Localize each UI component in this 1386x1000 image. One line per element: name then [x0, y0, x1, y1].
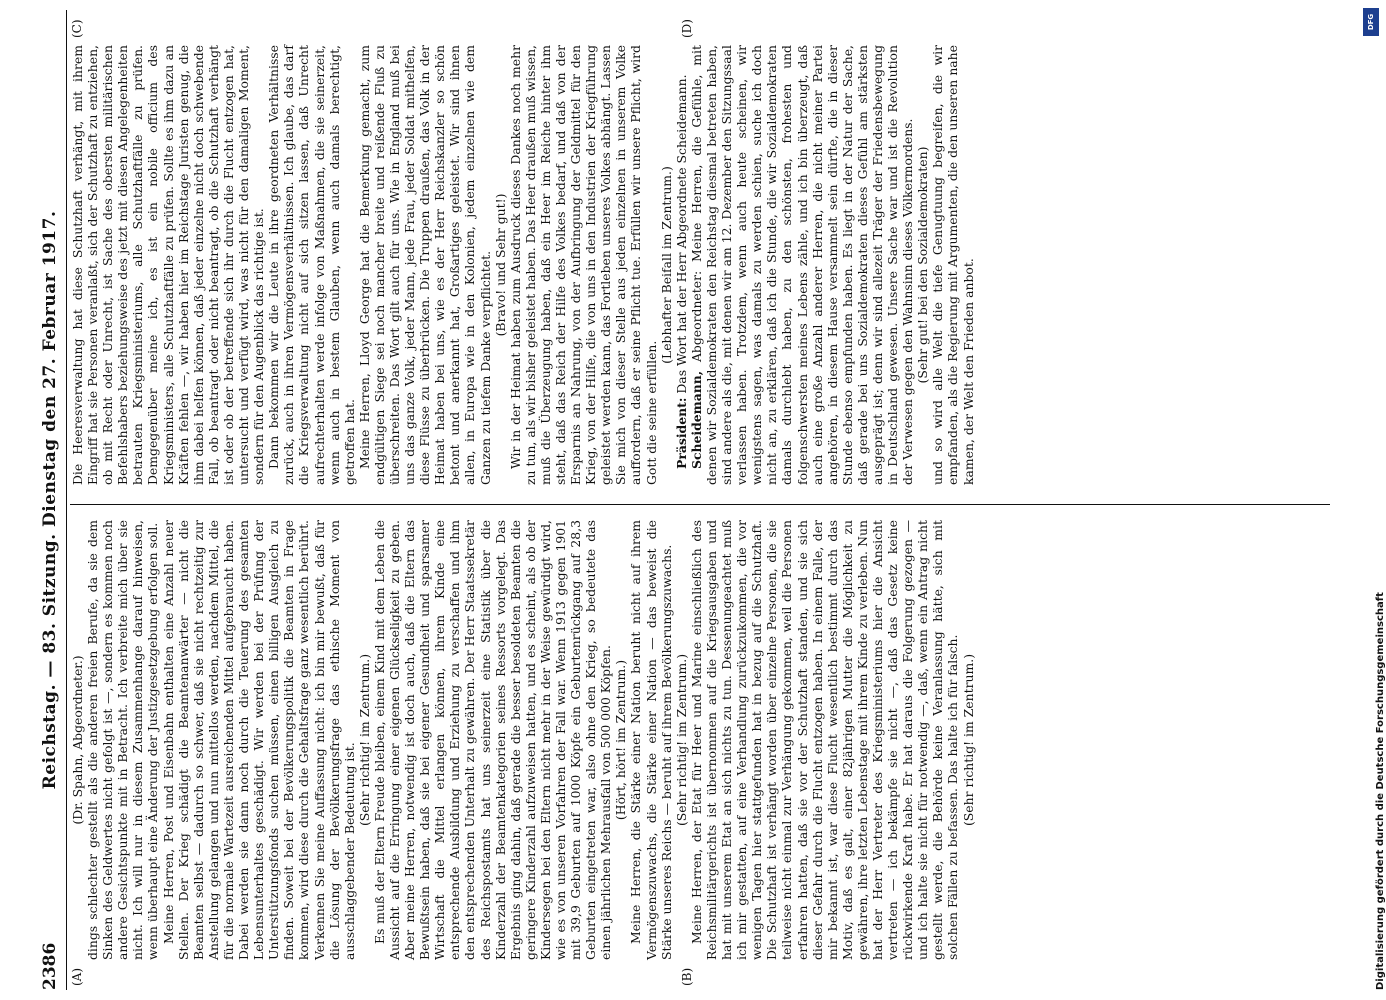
margin-marker-a: (A) — [70, 967, 84, 986]
paragraph: dings schlechter gestellt als die anderen freien Berufe, da sie dem Sinken des Geldwertes nicht gefolgt ist —, sondern es kommen noch andere Gesichtspunkte mit in Betracht. Ich verbreite mich über sie nicht. Ich will nur in diesem Zusammenhange darauf hinweisen, wenn überhaupt eine Änderung der Justizgesetzgebung erfolgen soll. — [85, 520, 161, 960]
left-column — [70, 520, 976, 960]
paragraph: Meine Herren, Lloyd George hat die Bemerkung gemacht, zum endgültigen Siege sei noch mancher breite und reißende Fluß zu überschreiten. Das Wort gilt auch für uns. Wie in England muß bei uns das ganze Volk, jeder Mann, jede Frau, jeder Soldat mithelfen, diese Flüsse zu überbrücken. Die Truppen draußen, das Volk in der Heimat haben bei uns, wie es der Herr Reichskanzler so schön betont und anerkannt hat, Großartiges geleistet. Wir sind ihnen allen, in Europa wie in den Kolonien, jedem einzelnen wie dem Ganzen zu tiefem Danke verpflichtet. — [356, 45, 493, 485]
interjection: (Hört, hört! im Zentrum.) — [613, 659, 629, 821]
president-label: Präsident: — [673, 397, 689, 469]
interjection: (Sehr richtig! im Zentrum.) — [673, 653, 689, 827]
interjection: (Sehr gut! bei den Sozialdemokraten) — [915, 146, 931, 384]
paragraph: und so wird alle Welt die tiefe Genugtuung begreifen, die wir empfanden, als die Regierung mit Argumenten, die den unseren nahe kamen, der Welt den Frieden anbot. — [930, 45, 976, 485]
president-statement — [674, 45, 689, 485]
speaker-reference: (Dr. Spahn, Abgeordneter.) — [70, 655, 85, 825]
president-text: Das Wort hat der Herr Abgeordnete Scheidemann. — [673, 74, 689, 394]
speaker-intro — [689, 45, 915, 485]
logo-text: DFG — [1367, 13, 1375, 31]
paragraph: Dann bekommen wir die Leute in ihre geordneten Verhältnisse zurück, auch in ihren Vermögensverhältnissen. Ich glaube, das darf die Kriegsverwaltung nicht auf sich sitzen lassen, daß Unrecht aufrechterhalten werde infolge von Maßnahmen, die sie seinerzeit, wenn auch in bestem Glauben, wenn auch damals berechtigt, getroffen hat. — [266, 45, 357, 485]
margin-marker-d: (D) — [680, 19, 694, 38]
digitization-credit — [1359, 10, 1386, 990]
paragraph: Die Heeresverwaltung hat diese Schutzhaft verhängt, mit ihrem Eingriff hat sie Personen veranlaßt, sich der Schutzhaft zu entziehen, ob mit Recht oder Unrecht, ist Sache des obersten militärischen Befehlshabers beziehungsweise des jetzt mit diesen Angelegenheiten betrauten Kriegsministeriums, alle Schutzhaftfälle zu prüfen. Demgegenüber meine ich, es ist ein nobile officium des Kriegsministers, alle Schutzhaftfälle zu prüfen. Sollte es ihm dazu an Kräften fehlen —, wir haben hier im Reichstage Juristen genug, die ihm dabei helfen können, daß jeder einzelne nicht doch schwebende Fall, ob beantragt oder nicht beantragt, ob die Schutzhaft verhängt ist oder ob der betreffende sich ihr durch die Flucht entzogen hat, untersucht und verfügt wird, was nicht für den damaligen Moment, sondern für den Augenblick das richtige ist. — [70, 45, 267, 485]
paragraph: Wir in der Heimat haben zum Ausdruck dieses Dankes noch mehr zu tun, als wir bisher geleistet haben. Das Heer draußen muß wissen, muß die Überzeugung haben, daß ein Heer im Reiche hinter ihm steht, daß das Reich der Hilfe des Volkes bedarf, und daß von der Ersparnis an Nahrung, von der Aufbringung der Geldmittel für den Krieg, von der Hilfe, die von uns in den Industrien der Kriegführung geleistet werden kann, das Fortleben unseres Volkes abhängt. Lassen Sie mich von dieser Stelle aus jeden einzelnen in unserem Volke auffordern, daß er seine Pflicht tue. Erfüllen wir unsere Pflicht, wird Gott die seine erfüllen. — [507, 45, 659, 485]
margin-marker-b: (B) — [680, 967, 694, 986]
paragraph: Meine Herren, die Gefühle, mit denen wir Sozialdemokraten den Reichstag diesmal betreten haben, sind andere als die, mit denen wir am 12. Dezember den Sitzungssaal verlassen haben. Trotzdem, wenn auch heute scheinen, wir wenigstens sagen, was damals zu werden schien, suche ich doch nicht an, zu erklären, daß ich die Stunde, die wir Sozialdemokraten damals durchlebt haben, zu den schönsten, frohesten und folgenschwersten meines Lebens zähle, und ich bin überzeugt, daß auch eine große Anzahl anderer Herren, die nicht meiner Partei angehören, in diesem Hause versammelt sein dürfte, die in dieser Stunde ebenso empfunden haben. Es liegt in der Natur der Sache, daß gerade bei uns Sozialdemokraten dieses Gefühl am stärksten ausgeprägt ist; denn wir sind allezeit Träger der Friedensbewegung in Deutschland gewesen. Unsere Sache war und ist die Revolution der Verwesen gegen den Wahnsinn dieses Völkermordens. — [688, 45, 916, 485]
interjection: (Lebhafter Beifall im Zentrum.) — [658, 166, 674, 364]
page-title: Reichstag. — 83. Sitzung. Dienstag den 27. Februar 1917. — [40, 210, 60, 790]
paragraph: Meine Herren, die Stärke einer Nation beruht nicht auf ihrem Vermögenszuwachs, die Stärke einer Nation — das beweist die Stärke unseres Reichs — beruht auf ihrem Bevölkerungszuwachs. — [628, 520, 674, 960]
column-divider — [70, 504, 1330, 505]
paragraph: Meine Herren, der Etat für Heer und Marine einschließlich des Reichsmilitärgerichts ist übernommen auf die Kriegsausgaben und hat mit unserem Etat an sich nichts zu tun. Dessenungeachtet muß ich mir gestatten, auf eine Verhandlung zurückzukommen, die vor wenigen Tagen hier stattgefunden hat in bezug auf die Schutzhaft. Die Schutzhaft ist verhängt worden über einzelne Personen, die sie teilweise nicht einmal zur Verhängung gekommen, weil die Personen erfahren hatten, daß sie vor der Schutzhaft standen, und sie sich dieser Gefahr durch die Flucht entzogen haben. In einem Falle, der mir bekannt ist, war diese Flucht wesentlich bestimmt durch das Motiv, daß es galt, einer 82jährigen Mutter die Möglichkeit zu gewähren, ihre letzten Lebenstage mit ihrem Kinde zu verleben. Nun hat der Herr Vertreter des Kriegsministeriums hier die Ansicht vertreten — ich bekämpfe sie nicht —, daß das Gesetz keine rückwirkende Kraft habe. Er hat daraus die Folgerung gezogen — und ich halte sie nicht für notwendig —, daß, wenn ein Antrag nicht gestellt werde, die Behörde keine Veranlassung hätte, sich mit solchen Fällen zu befassen. Das halte ich für falsch. — [688, 520, 961, 960]
speaker-role: Abgeordneter: — [688, 270, 704, 363]
dfg-logo — [1363, 8, 1379, 36]
interjection: (Sehr richtig! im Zentrum.) — [356, 653, 372, 827]
page-header — [40, 10, 67, 990]
paragraph: Es muß der Eltern Freude bleiben, einem Kind mit dem Leben die Aussicht auf die Erringung einer eigenen Glückseligkeit zu geben. Aber meine Herren, notwendig ist doch auch, daß die Eltern das Bewußtsein haben, daß sie bei eigener Gesundheit und sparsamer Wirtschaft die Mittel erlangen können, ihrem Kinde eine entsprechende Ausbildung und Erziehung zu verschaffen und ihm den entsprechenden Unterhalt zu gewähren. Der Herr Staatssekretär des Reichspostamts hat uns seinerzeit eine Statistik über die Kinderzahl der Beamtenkategorien seines Ressorts vorgelegt. Das Ergebnis ging dahin, daß gerade die besser besoldeten Beamten die geringere Kinderzahl aufzuweisen hatten, und es scheint, als ob der Kindersegen bei den Eltern nicht mehr in der Weise gewürdigt wird, wie es von unseren Vorfahren der Fall war. Wenn 1913 gegen 1901 mit 39,9 Geburten auf 1000 Köpfe ein Geburtenrückgang auf 28,3 Geburten eingetreten war, also ohne den Krieg, so bedeutete das einen jährlichen Mehrausfall von 500 000 Köpfen. — [371, 520, 614, 960]
paragraph: Meine Herren, Post und Eisenbahn enthalten eine Anzahl neuer Stellen. Der Krieg schädigt die Beamtenanwärter — nicht die Beamten selbst — dadurch so schwer, daß sie nicht rechtzeitig zur Anstellung gelangen und nun mittellos werden, nachdem Mittel, die für die normale Wartezeit ausreichenden Mittel aufgebraucht haben. Dabei werden sie dann noch durch die Teuerung des gesamten Lebensunterhaltes geschädigt. Wir werden bei der Prüfung der Unterstützungsfonds suchen müssen, einen billigen Ausgleich zu finden. Soweit bei der Bevölkerungspolitik die Beamten in Frage kommen, wird diese durch die Gehaltsfrage ganz wesentlich berührt. Verkennen Sie meine Auffassung nicht: ich bin mir bewußt, daß für die Lösung der Bevölkerungsfrage das ethische Moment von ausschlaggebender Bedeutung ist. — [160, 520, 357, 960]
right-column — [70, 45, 976, 485]
document-page — [40, 10, 1340, 990]
interjection: (Sehr richtig! im Zentrum.) — [960, 653, 976, 827]
page-number: 2386 — [40, 942, 60, 990]
interjection: (Bravo! und Sehr gut!) — [492, 193, 508, 337]
speaker-name: Scheidemann, — [688, 370, 704, 469]
credit-text: Digitalisierung gefördert durch die Deutsche Forschungsgemeinschaft — [1375, 592, 1386, 990]
margin-marker-c: (C) — [70, 19, 84, 38]
